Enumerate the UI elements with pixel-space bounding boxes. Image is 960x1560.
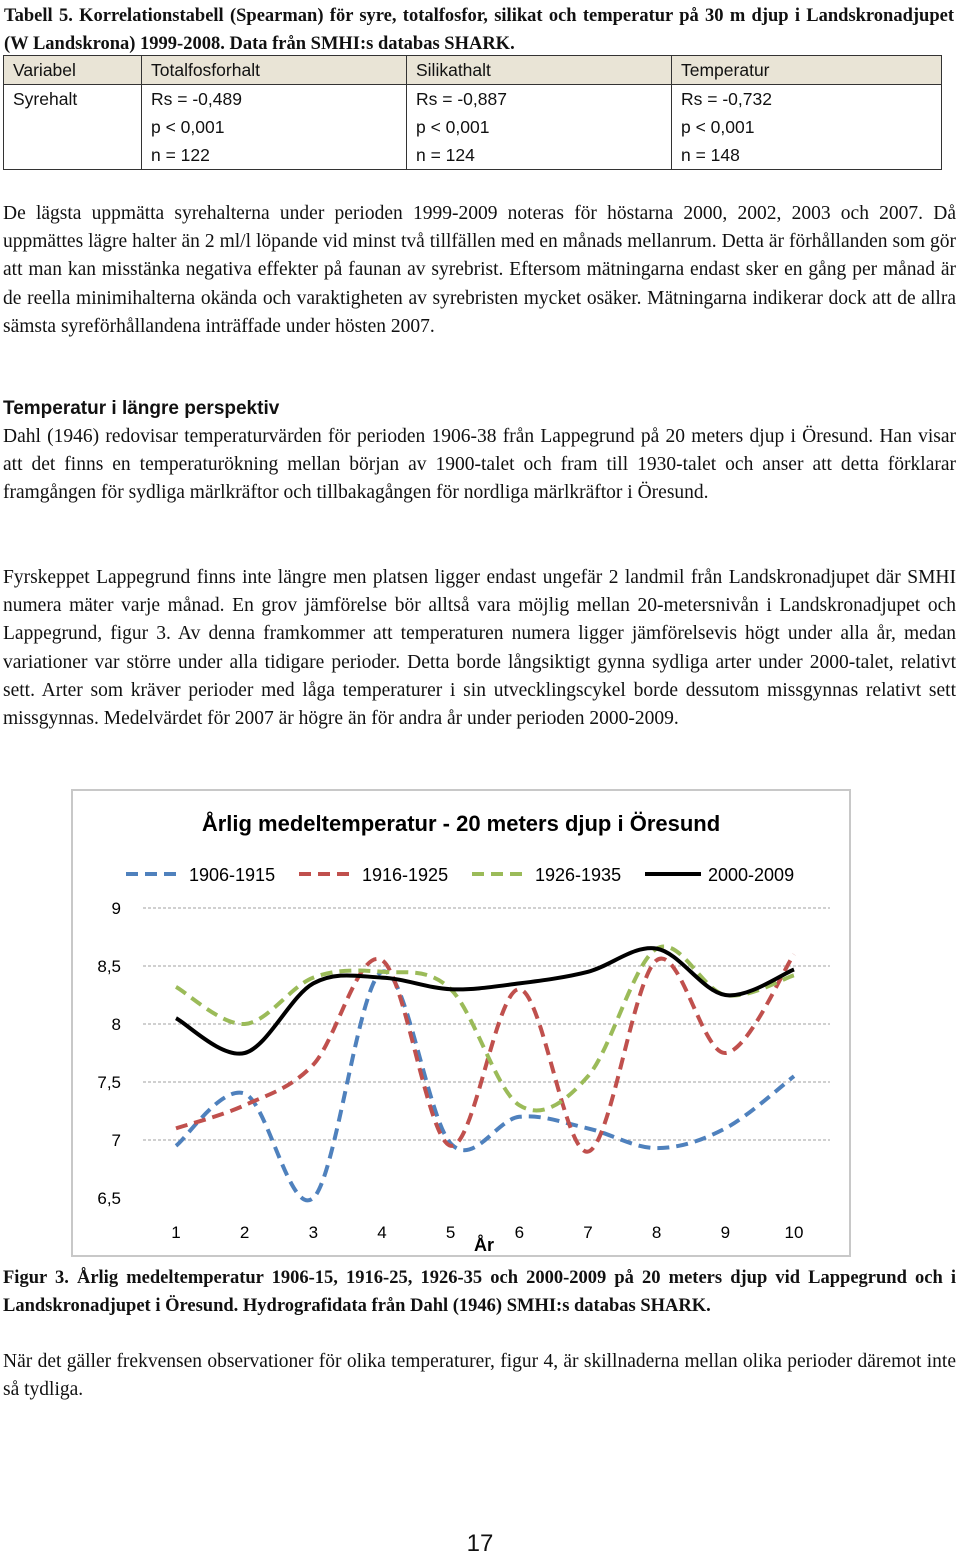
paragraph-frequency: När det gäller frekvensen observationer för olika temperaturer, figur 4, är skillnaderna mellan olika perioder däremot inte så tydliga. xyxy=(3,1351,956,1401)
y-tick-label: 8,5 xyxy=(97,957,121,976)
table-header-row xyxy=(4,56,942,85)
x-tick-label: 7 xyxy=(583,1223,593,1242)
legend-label: 1926-1935 xyxy=(535,865,622,885)
section-heading: Temperatur i längre perspektiv xyxy=(3,398,280,419)
paragraph-dahl: Dahl (1946) redovisar temperaturvärden för perioden 1906-38 från Lappegrund på 20 meters djup i Öresund. Han visar att det finns en temperaturökning mellan början av 1900-talet och fram till 1930-talet och anser att detta förklarar framgången för sydliga märlkräftor och tillbakagången för nordliga märlkräftor i Öresund. xyxy=(3,426,956,504)
x-tick-label: 4 xyxy=(377,1223,387,1242)
legend-label: 1916-1925 xyxy=(362,865,449,885)
table-header-totalfosforhalt: Totalfosforhalt xyxy=(142,56,407,85)
cell-n: n = 122 xyxy=(151,145,210,165)
table-header-variabel: Variabel xyxy=(4,56,142,85)
paragraph-oxygen: De lägsta uppmätta syrehalterna under perioden 1999-2009 noteras för höstarna 2000, 2002, 2003 och 2007. Då uppmättes lägre halter än 2 ml/l löpande vid minst två tillfällen med en månads mellanrum. Detta är förhållanden som gör att man kan misstänka negativa effekter på faunan av syrebrist. Eftersom mätningarna endast sker en gång per månad är de reella minimihalterna okända och varaktigheten av syrebristen mycket osäker. Mätningarna indikerar dock att de allra sämsta syreförhållandena inträffade under hösten 2007. xyxy=(3,203,956,337)
y-tick-label: 7,5 xyxy=(97,1073,121,1092)
x-tick-label: 5 xyxy=(445,1223,456,1242)
table-caption: Tabell 5. Korrelationstabell (Spearman) för syre, totalfosfor, silikat och temperatur på 30 m djup i Landskronadjupet (W Landskrona) 1999-2008. Data från SMHI:s databas SHARK. xyxy=(4,6,954,54)
cell-rs: Rs = -0,489 xyxy=(151,89,242,109)
y-tick-label: 7 xyxy=(111,1131,121,1150)
y-tick-label: 9 xyxy=(111,899,121,918)
series-line-1926-1935 xyxy=(176,946,794,1110)
table-header-silikathalt: Silikathalt xyxy=(407,56,672,85)
correlation-table xyxy=(3,55,942,170)
cell-n: n = 124 xyxy=(416,145,475,165)
paragraph-lappegrund: Fyrskeppet Lappegrund finns inte längre men platsen ligger endast ungefär 2 landmil från Landskronadjupet där SMHI numera mäter varje månad. En grov jämförelse bör alltså vara möjlig mellan 20-metersnivån i Landskronadjupet och Lappegrund, figur 3. Av denna framkommer att temperaturen numera ligger jämförelsevis högt under alla år, medan variationer var större under alla tidigare perioder. Detta borde långsiktigt gynna sydliga arter under 2000-talet, relativt sett. Arter som kräver perioder med låga temperaturer i sin utvecklingscykel borde dessutom missgynnas relativt sett missgynnas. Medelvärdet för 2007 är högre än för andra år under perioden 2000-2009. xyxy=(3,567,956,730)
y-tick-label: 6,5 xyxy=(97,1189,121,1208)
chart-title: Årlig medeltemperatur - 20 meters djup i Öresund xyxy=(201,811,721,836)
chart-y-axis xyxy=(97,899,121,1208)
series-line-1916-1925 xyxy=(176,954,794,1151)
cell-p: p < 0,001 xyxy=(416,117,490,137)
chart-x-label: År xyxy=(473,1235,495,1255)
row-label-syrehalt: Syrehalt xyxy=(4,85,142,170)
table-header-temperatur: Temperatur xyxy=(672,56,942,85)
chart-svg xyxy=(73,791,849,1255)
x-tick-label: 6 xyxy=(514,1223,525,1242)
cell-temperatur xyxy=(672,85,942,170)
temperature-chart xyxy=(71,789,851,1257)
page-number: 17 xyxy=(466,1530,494,1557)
x-tick-label: 2 xyxy=(239,1223,250,1242)
cell-silikat xyxy=(407,85,672,170)
chart-legend xyxy=(126,865,794,885)
series-line-1906-1915 xyxy=(176,971,794,1200)
x-tick-label: 1 xyxy=(171,1223,181,1242)
table-row xyxy=(4,85,942,170)
figure-caption: Figur 3. Årlig medeltemperatur 1906-15, 1916-25, 1926-35 och 2000-2009 på 20 meters djup vid Lappegrund och i Landskronadjupet i Öresund. Hydrografidata från Dahl (1946) SMHI:s databas SHARK. xyxy=(3,1268,956,1316)
x-tick-label: 3 xyxy=(308,1223,319,1242)
x-tick-label: 9 xyxy=(720,1223,731,1242)
x-tick-label: 8 xyxy=(651,1223,662,1242)
chart-series xyxy=(176,946,794,1200)
cell-totalfosfor xyxy=(142,85,407,170)
cell-p: p < 0,001 xyxy=(681,117,755,137)
cell-rs: Rs = -0,732 xyxy=(681,89,772,109)
legend-label: 1906-1915 xyxy=(189,865,276,885)
cell-n: n = 148 xyxy=(681,145,740,165)
series-line-2000-2009 xyxy=(176,948,794,1054)
legend-label: 2000-2009 xyxy=(708,865,795,885)
cell-p: p < 0,001 xyxy=(151,117,225,137)
x-tick-label: 10 xyxy=(784,1223,804,1242)
y-tick-label: 8 xyxy=(111,1015,121,1034)
cell-rs: Rs = -0,887 xyxy=(416,89,507,109)
